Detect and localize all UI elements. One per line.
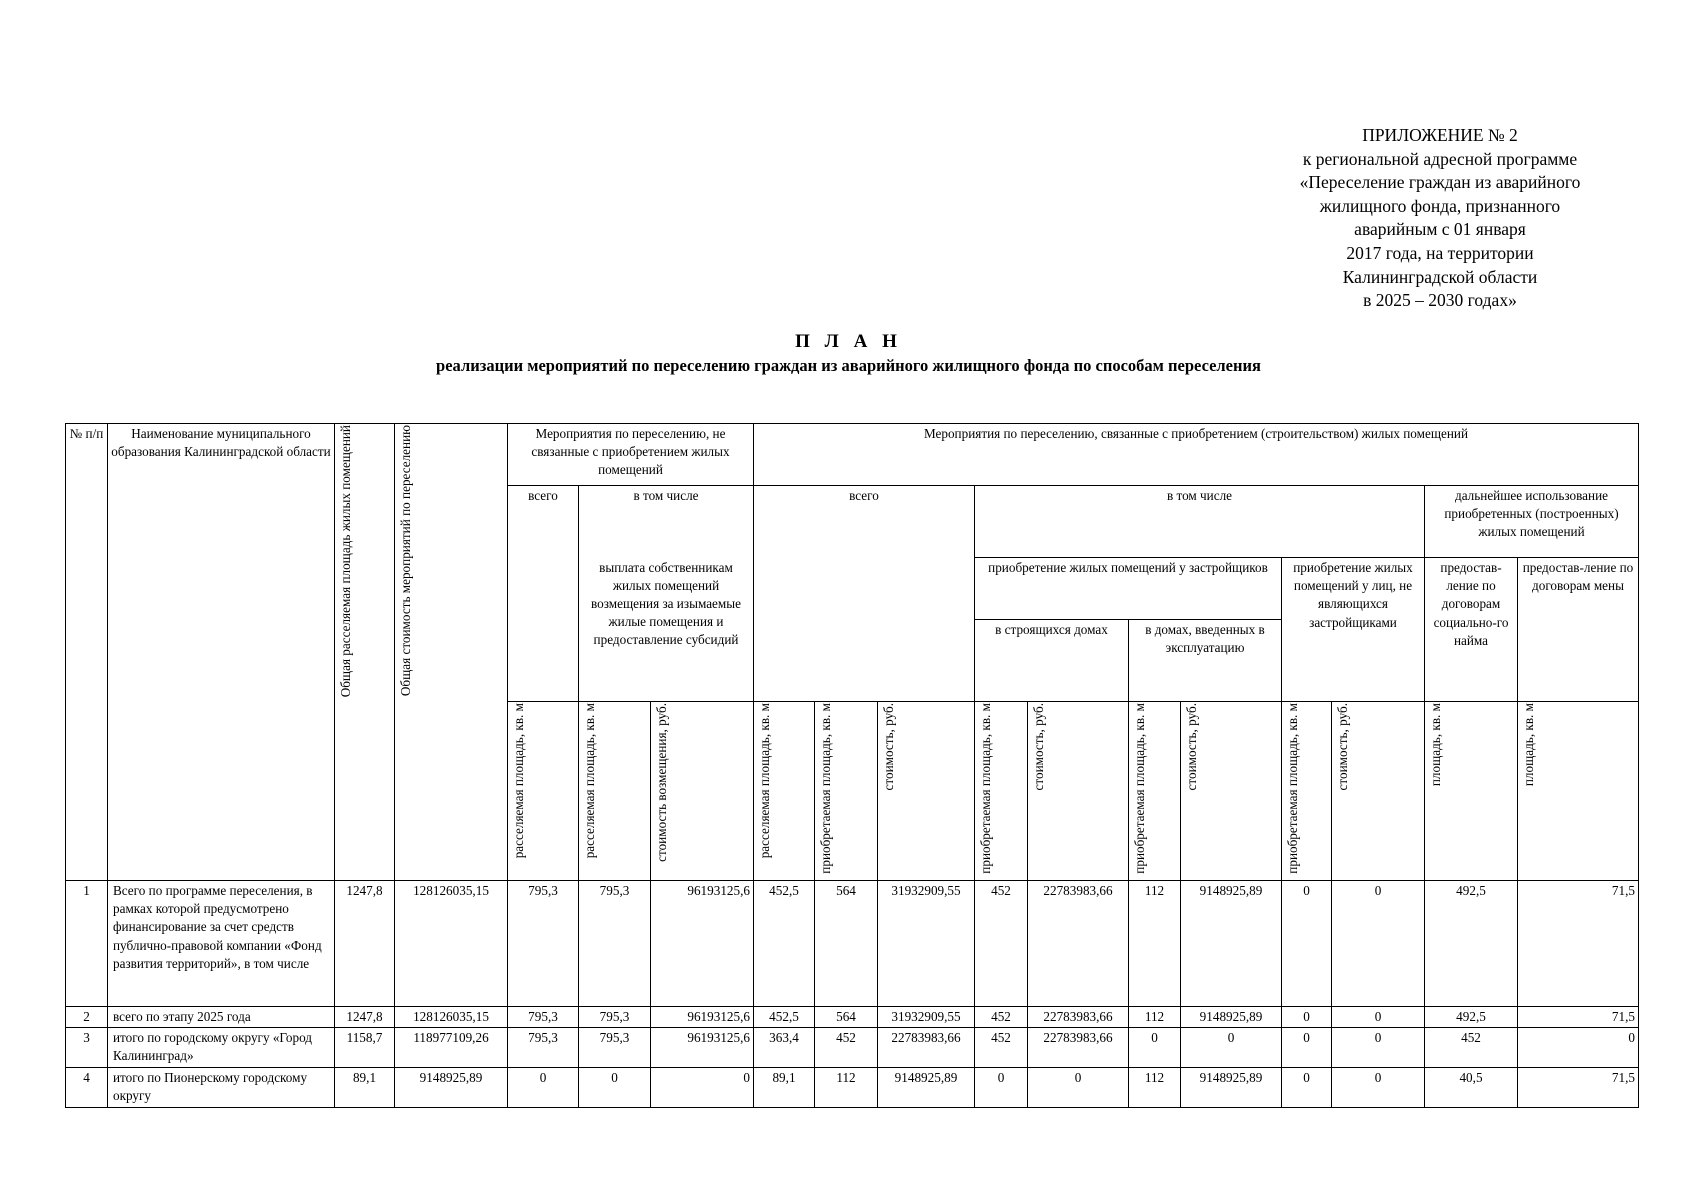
subheader-text: расселяемая площадь, кв. м xyxy=(757,703,772,859)
row-num: 2 xyxy=(66,1006,108,1027)
cell: 795,3 xyxy=(508,880,579,1006)
cell: 492,5 xyxy=(1425,1006,1518,1027)
subheader-text: приобретаемая площадь, кв. м xyxy=(1132,703,1147,874)
table-row xyxy=(66,880,1639,1006)
header-priobr-zastr: приобретение жилых помещений у застройщиков xyxy=(975,558,1282,620)
cell: 795,3 xyxy=(508,1028,579,1068)
cell: 0 xyxy=(1518,1028,1639,1068)
cell: 1158,7 xyxy=(335,1028,395,1068)
subheader-text: стоимость, руб. xyxy=(1335,703,1350,791)
cell: 0 xyxy=(1282,1068,1332,1108)
subheader-text: приобретаемая площадь, кв. м xyxy=(978,703,993,874)
cell: 0 xyxy=(651,1068,754,1108)
row-num: 1 xyxy=(66,880,108,1006)
cell: 112 xyxy=(815,1068,878,1108)
cell: 452 xyxy=(815,1028,878,1068)
cell: 452 xyxy=(975,1028,1028,1068)
appendix-block xyxy=(1260,124,1620,313)
cell: 128126035,15 xyxy=(395,1006,508,1027)
cell: 795,3 xyxy=(508,1006,579,1027)
cell: 0 xyxy=(1129,1028,1181,1068)
cell: 96193125,6 xyxy=(651,1006,754,1027)
cell: 9148925,89 xyxy=(1181,1068,1282,1108)
header-total-cost-text: Общая стоимость мероприятий по переселению xyxy=(398,425,413,697)
subheader-text: стоимость возмещения, руб. xyxy=(654,703,669,862)
cell: 492,5 xyxy=(1425,880,1518,1006)
subheader-text: приобретаемая площадь, кв. м xyxy=(1285,703,1300,874)
appendix-line: Калининградской области xyxy=(1342,266,1538,287)
cell: 0 xyxy=(1282,1006,1332,1027)
cell: 112 xyxy=(1129,1006,1181,1027)
subheader-cell xyxy=(1518,702,1639,881)
subheader-text: стоимость, руб. xyxy=(1184,703,1199,791)
cell: 564 xyxy=(815,880,878,1006)
cell: 89,1 xyxy=(335,1068,395,1108)
header-predost-meny: предостав-ление по договорам мены xyxy=(1518,558,1639,702)
cell: 452 xyxy=(975,1006,1028,1027)
appendix-line: 2017 года, на территории xyxy=(1346,242,1534,263)
cell: 795,3 xyxy=(579,880,651,1006)
subheader-cell xyxy=(1181,702,1282,881)
subheader-cell xyxy=(1129,702,1181,881)
header-group-not-acquisition: Мероприятия по переселению, не связанные с приобретением жилых помещений xyxy=(508,424,754,486)
cell: 452 xyxy=(975,880,1028,1006)
page-title: П Л А Н xyxy=(795,331,902,352)
header-v-tom-chisle-acq: в том числе xyxy=(975,486,1425,558)
header-vyplata: выплата собственникам жилых помещений возмещения за изымаемые жилые помещения и предоставление субсидий xyxy=(579,558,754,702)
row-name: всего по этапу 2025 года xyxy=(108,1006,335,1027)
subheader-cell xyxy=(651,702,754,881)
cell: 22783983,66 xyxy=(878,1028,975,1068)
cell: 0 xyxy=(1282,880,1332,1006)
header-total-area xyxy=(335,424,395,881)
page-subtitle: реализации мероприятий по переселению граждан из аварийного жилищного фонда по способам переселения xyxy=(436,356,1261,375)
header-v-domakh-vvedennykh: в домах, введенных в эксплуатацию xyxy=(1129,620,1282,702)
cell: 0 xyxy=(508,1068,579,1108)
subheader-cell xyxy=(975,702,1028,881)
subheader-text: расселяемая площадь, кв. м xyxy=(582,703,597,859)
table-row xyxy=(66,1006,1639,1027)
cell: 0 xyxy=(1181,1028,1282,1068)
row-name: итого по Пионерскому городскому округу xyxy=(108,1068,335,1108)
cell: 0 xyxy=(1282,1028,1332,1068)
header-priobr-ne-zastr: приобретение жилых помещений у лиц, не являющихся застройщиками xyxy=(1282,558,1425,702)
row-name: Всего по программе переселения, в рамках которой предусмотрено финансирование за счет средств публично-правовой компании «Фонд развития территорий», в том числе xyxy=(108,880,335,1006)
cell: 1247,8 xyxy=(335,880,395,1006)
header-dalneyshee: дальнейшее использование приобретенных (построенных) жилых помещений xyxy=(1425,486,1639,558)
cell: 118977109,26 xyxy=(395,1028,508,1068)
header-group-acquisition: Мероприятия по переселению, связанные с приобретением (строительством) жилых помещений xyxy=(754,424,1639,486)
subheader-cell xyxy=(1282,702,1332,881)
cell: 0 xyxy=(1332,880,1425,1006)
cell: 89,1 xyxy=(754,1068,815,1108)
cell: 31932909,55 xyxy=(878,880,975,1006)
cell: 795,3 xyxy=(579,1028,651,1068)
header-num: № п/п xyxy=(66,424,108,881)
subheader-cell xyxy=(878,702,975,881)
cell: 9148925,89 xyxy=(395,1068,508,1108)
cell: 564 xyxy=(815,1006,878,1027)
header-total-cost xyxy=(395,424,508,881)
cell: 452 xyxy=(1425,1028,1518,1068)
subheader-text: площадь, кв. м xyxy=(1521,703,1536,787)
cell: 452,5 xyxy=(754,1006,815,1027)
appendix-line: к региональной адресной программе xyxy=(1302,148,1578,169)
subheader-text: расселяемая площадь, кв. м xyxy=(511,703,526,859)
subheader-text: стоимость, руб. xyxy=(1031,703,1046,791)
cell: 363,4 xyxy=(754,1028,815,1068)
cell: 40,5 xyxy=(1425,1068,1518,1108)
subheader-cell xyxy=(1028,702,1129,881)
cell: 0 xyxy=(579,1068,651,1108)
cell: 128126035,15 xyxy=(395,880,508,1006)
cell: 96193125,6 xyxy=(651,1028,754,1068)
cell: 0 xyxy=(975,1068,1028,1108)
subheader-cell xyxy=(754,702,815,881)
cell: 9148925,89 xyxy=(1181,880,1282,1006)
header-total-area-text: Общая расселяемая площадь жилых помещений xyxy=(338,425,353,698)
subheader-text: площадь, кв. м xyxy=(1428,703,1443,787)
table-row xyxy=(66,1028,1639,1068)
cell: 0 xyxy=(1332,1028,1425,1068)
cell: 71,5 xyxy=(1518,880,1639,1006)
cell: 71,5 xyxy=(1518,1068,1639,1108)
header-v-stroyashchikhsya: в строящихся домах xyxy=(975,620,1129,702)
row-name: итого по городскому округу «Город Калининград» xyxy=(108,1028,335,1068)
subheader-text: стоимость, руб. xyxy=(881,703,896,791)
row-num: 3 xyxy=(66,1028,108,1068)
cell: 31932909,55 xyxy=(878,1006,975,1027)
header-vsego-not-acq: всего xyxy=(508,486,579,702)
cell: 22783983,66 xyxy=(1028,880,1129,1006)
cell: 22783983,66 xyxy=(1028,1006,1129,1027)
cell: 22783983,66 xyxy=(1028,1028,1129,1068)
subheader-cell xyxy=(815,702,878,881)
cell: 0 xyxy=(1028,1068,1129,1108)
plan-table xyxy=(65,423,1639,1108)
subheader-text: приобретаемая площадь, кв. м xyxy=(818,703,833,874)
subheader-cell xyxy=(579,702,651,881)
row-num: 4 xyxy=(66,1068,108,1108)
cell: 0 xyxy=(1332,1068,1425,1108)
subheader-cell xyxy=(1425,702,1518,881)
appendix-line: аварийным с 01 января xyxy=(1354,219,1526,240)
cell: 9148925,89 xyxy=(878,1068,975,1108)
cell: 112 xyxy=(1129,1068,1181,1108)
subheader-cell xyxy=(1332,702,1425,881)
subheader-cell xyxy=(508,702,579,881)
appendix-line: в 2025 – 2030 годах» xyxy=(1363,290,1517,311)
header-name: Наименование муниципального образования Калининградской области xyxy=(108,424,335,881)
cell: 71,5 xyxy=(1518,1006,1639,1027)
cell: 1247,8 xyxy=(335,1006,395,1027)
appendix-line: ПРИЛОЖЕНИЕ № 2 xyxy=(1362,125,1518,145)
header-predost-soc: предостав-ление по договорам социально-го найма xyxy=(1425,558,1518,702)
cell: 96193125,6 xyxy=(651,880,754,1006)
cell: 112 xyxy=(1129,880,1181,1006)
cell: 0 xyxy=(1332,1006,1425,1027)
appendix-line: «Переселение граждан из аварийного xyxy=(1299,172,1581,193)
table-row xyxy=(66,1068,1639,1108)
cell: 9148925,89 xyxy=(1181,1006,1282,1027)
appendix-line: жилищного фонда, признанного xyxy=(1319,195,1561,216)
cell: 452,5 xyxy=(754,880,815,1006)
cell: 795,3 xyxy=(579,1006,651,1027)
header-v-tom-chisle-not-acq: в том числе xyxy=(579,486,754,558)
header-vsego-acq: всего xyxy=(754,486,975,702)
